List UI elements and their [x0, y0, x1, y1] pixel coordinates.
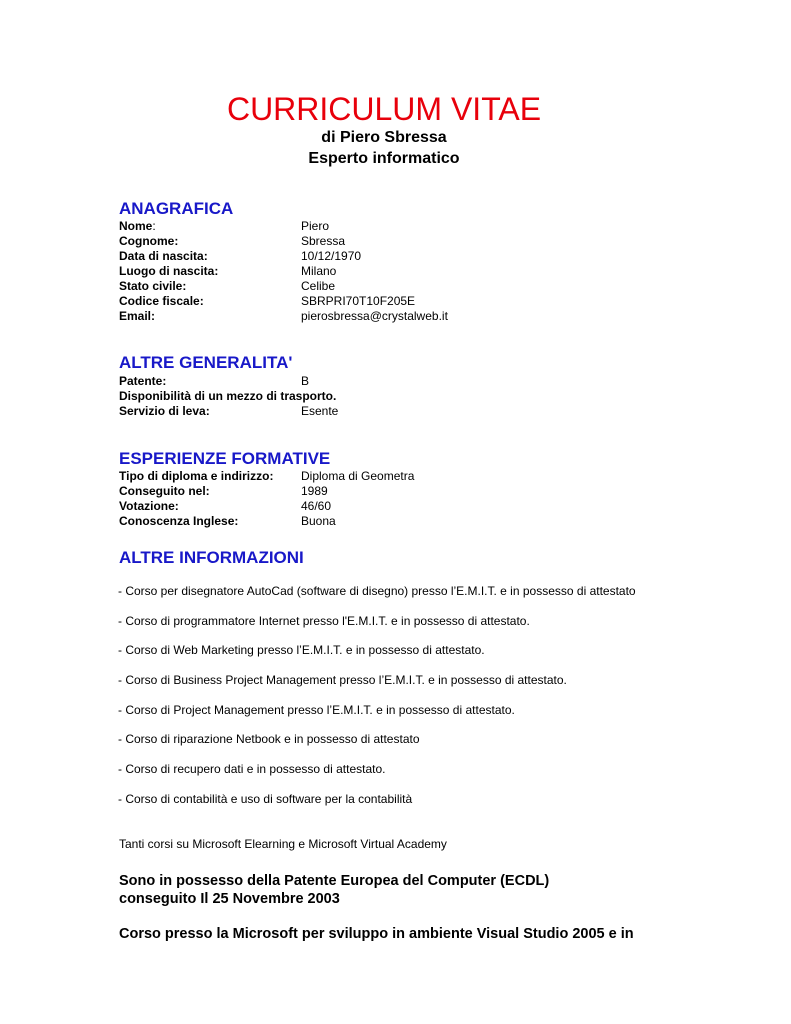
field-value: Esente [301, 404, 339, 418]
field-label: Codice fiscale: [119, 294, 204, 308]
field-label: Data di nascita: [119, 249, 208, 263]
field-label: Disponibilità di un mezzo di trasporto. [119, 389, 337, 403]
field-row-diploma [119, 469, 719, 484]
list-item: - Corso di programmatore Internet presso l'E.M.I.T. e in possesso di attestato. [118, 613, 530, 628]
document-title: CURRICULUM VITAE [226, 91, 542, 127]
list-item: - Corso di Project Management presso l’E.M.I.T. e in possesso di attestato. [118, 702, 515, 717]
field-label: Stato civile: [119, 279, 187, 293]
section-heading-altre-generalita: ALTRE GENERALITA' [119, 353, 293, 372]
field-row-data-nascita [119, 249, 719, 264]
field-label: Patente: [119, 374, 167, 388]
field-label: Nome: [119, 219, 156, 233]
field-value: 10/12/1970 [301, 249, 362, 263]
field-label: Conoscenza Inglese: [119, 514, 239, 528]
field-row-mezzo-trasporto [119, 389, 719, 404]
field-value: Sbressa [301, 234, 346, 248]
anagrafica-list [119, 219, 719, 324]
field-value: Celibe [301, 279, 336, 293]
email-value[interactable]: pierosbressa@crystalweb.it [301, 309, 448, 323]
field-row-nome [119, 219, 719, 234]
section-heading-altre-informazioni: ALTRE INFORMAZIONI [119, 548, 304, 567]
list-item: - Corso di recupero dati e in possesso di attestato. [118, 762, 386, 777]
field-value: Buona [301, 514, 336, 528]
field-value: SBRPRI70T10F205E [301, 294, 416, 308]
list-item: - Corso di Web Marketing presso l’E.M.I.T. e in possesso di attestato. [118, 643, 485, 658]
author-name: di Piero Sbressa [321, 129, 447, 146]
field-label: Cognome: [119, 234, 179, 248]
course-list [118, 584, 768, 822]
field-row-servizio-leva [119, 404, 719, 419]
field-label: Luogo di nascita: [119, 264, 219, 278]
field-value: 1989 [301, 484, 328, 498]
field-label: Tipo di diploma e indirizzo: [119, 469, 274, 483]
field-row-codice-fiscale [119, 294, 719, 309]
ecdl-statement: Sono in possesso della Patente Europea del Computer (ECDL) [119, 873, 550, 889]
field-label: Votazione: [119, 499, 179, 513]
field-value: B [301, 374, 310, 388]
altre-generalita-list [119, 374, 719, 419]
field-row-votazione [119, 499, 719, 514]
field-value: Piero [301, 219, 330, 233]
field-label: Email: [119, 309, 156, 323]
list-item: - Corso di contabilità e uso di software per la contabilità [118, 791, 413, 806]
section-heading-esperienze-formative: ESPERIENZE FORMATIVE [119, 449, 331, 468]
field-value: 46/60 [301, 499, 332, 513]
esperienze-formative-list [119, 469, 719, 529]
microsoft-course: Corso presso la Microsoft per sviluppo in ambiente Visual Studio 2005 e in [119, 926, 634, 942]
list-item: - Corso per disegnatore AutoCad (software di disegno) presso l’E.M.I.T. e in possesso di attestato [118, 584, 636, 598]
field-value: Milano [301, 264, 337, 278]
author-role: Esperto informatico [308, 150, 460, 167]
field-row-stato-civile [119, 279, 719, 294]
field-row-email [119, 309, 719, 324]
list-item: - Corso di riparazione Netbook e in possesso di attestato [118, 732, 420, 747]
list-item: - Corso di Business Project Management presso l’E.M.I.T. e in possesso di attestato. [118, 673, 567, 688]
field-row-patente [119, 374, 719, 389]
field-row-conseguito [119, 484, 719, 499]
field-value: Diploma di Geometra [301, 469, 415, 483]
ecdl-date: conseguito Il 25 Novembre 2003 [119, 891, 340, 907]
elearning-note: Tanti corsi su Microsoft Elearning e Microsoft Virtual Academy [119, 837, 447, 851]
section-heading-anagrafica: ANAGRAFICA [119, 199, 234, 218]
field-row-luogo-nascita [119, 264, 719, 279]
field-label: Conseguito nel: [119, 484, 210, 498]
field-row-inglese [119, 514, 719, 529]
field-row-cognome [119, 234, 719, 249]
field-label: Servizio di leva: [119, 404, 210, 418]
